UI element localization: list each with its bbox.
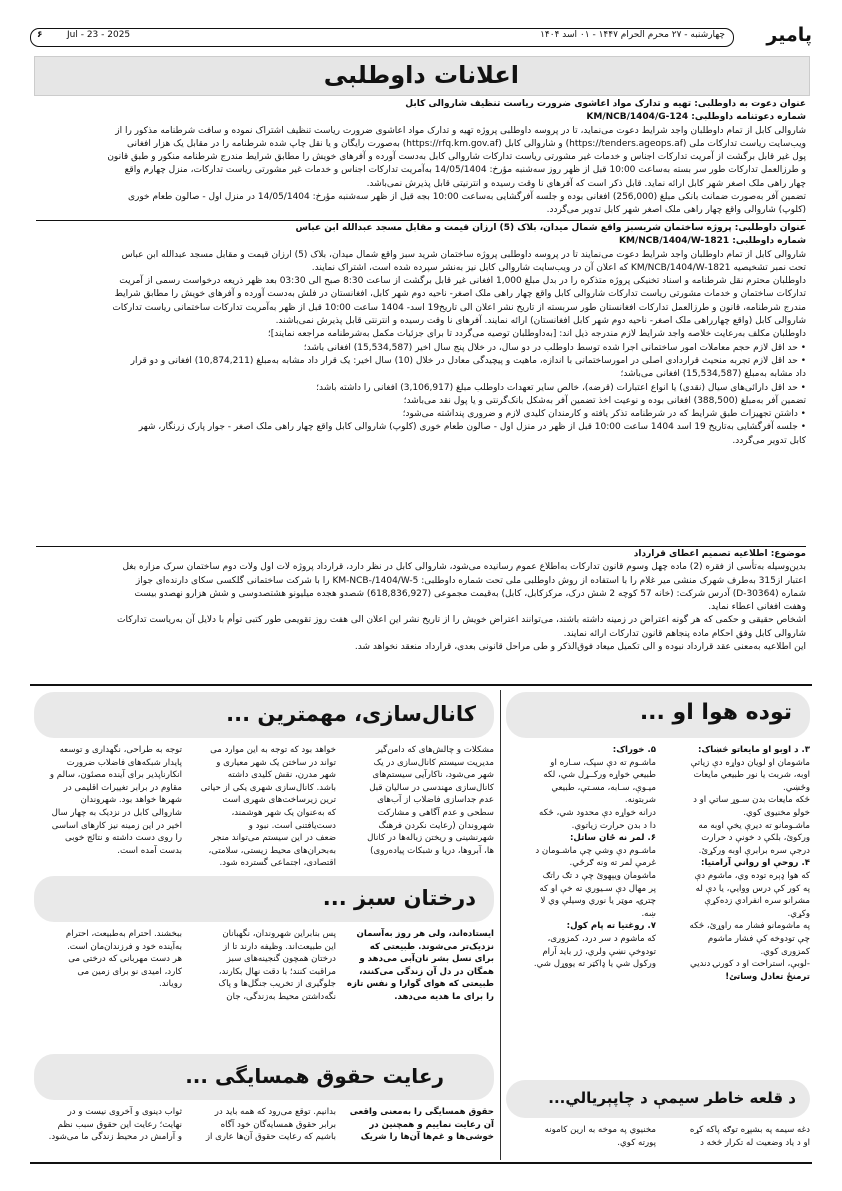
- qala-banner: [506, 1080, 810, 1118]
- text-line: شربتونه.: [624, 795, 656, 806]
- rights-banner: [34, 1054, 494, 1100]
- notice-3-line: وهفت افغانی اعطاء نماید.: [708, 602, 806, 613]
- trees-title: درختان سبز ...: [322, 886, 476, 910]
- tuda-title: توده هوا او ...: [639, 700, 792, 725]
- text-line: که هوا ډېره توده وي، ماشوم دې: [694, 870, 810, 881]
- text-line: ماشـومانو ته دیرې یخې اوبه مه: [698, 820, 810, 831]
- text-line: عدم جداسازی فاضلاب از آب‌های: [377, 795, 494, 806]
- text-line: -لوبې، استراحت او د کورنۍ دنديي: [690, 959, 810, 970]
- text-line: به‌بحران‌های محیط زیستی، سلامتی،: [208, 845, 336, 856]
- text-line: مراقبت کنند؛ با دقت نهال بکارند،: [218, 966, 336, 977]
- rights-col-2: [186, 1106, 336, 1144]
- notice-1-line: و طرزالعمل تدارکات طور سر بسته به‌ساعت 10:00 قبل از ظهر روز سه‌شنبه مؤرخ: 14/05/1404 به‌آمریت تدارکات اجناس و خدمات غیر مشورتی ریاست تدارکات، منزل چهارم واقع: [124, 165, 806, 176]
- text-line: بدانیم. توقع می‌رود که همه باید در: [214, 1107, 336, 1117]
- canal-banner: [34, 692, 494, 738]
- text-line: تودوخې نښې ولري، ژر باید آرام: [542, 946, 656, 957]
- text-line: ۵. خوراک:: [612, 745, 656, 755]
- notices-title: اعلانات داوطلبی: [323, 61, 519, 89]
- text-line: برای نسل بشر نان‌آبی می‌دهد و: [359, 954, 494, 965]
- text-line: ښه.: [641, 908, 656, 919]
- notice-1-title: عنوان دعوت به داوطلبی: تهیه و تدارک مواد اعاشوی ضرورت ریاست تنظیف شاروالی کابل: [405, 99, 806, 109]
- canal-title: کانال‌سازی، مهمترین ...: [226, 702, 476, 726]
- notice-2-line: • جلسه آفرگشایی به‌تاریخ 19 اسد 1404 ساعت 10:00 قبل از ظهر در منزل اول - صالون طعام خوری (کلوپ) شاروالی کابل واقع چهار راهی ملک اصغر - جوار پارک زرنگار، شهر: [138, 422, 806, 433]
- text-line: میـوې، سـابه، مسـتې، طبيعي: [551, 782, 656, 793]
- text-line: شاروالی کابل در نزدیک به چهار سال: [51, 807, 182, 818]
- text-line: ترین زیرساخت‌های شهری است: [222, 795, 336, 806]
- notice-2-line: داوطلبان مکلف به‌رعایت خلاصه واجد شرایط لازم مندرجه ذیل اند: [به‌داوطلبان توصیه می‌گردد تا برای جزئیات مکمل به‌شرطنامه مراجعه نمایند]؛: [267, 329, 806, 340]
- text-line: پایدار شبکه‌های فاضلاب ضرورت: [66, 757, 182, 768]
- text-line: ببخشند. احترام به‌طبیعت، احترام: [65, 929, 182, 939]
- newspaper-brand: پامیر: [766, 24, 812, 46]
- notice-1-line: ویب‌سایت ریاست تدارکات ملی (https://tenders.ageops.af) و شاروالی کابل (https://rfq.km.gov.af) به‌صورت رایگان و یا نقل چاپ شده شرطنامه را در مقابل یک هزار افغانی: [126, 138, 806, 149]
- text-line: ماشـوم ته دې سپک، سـاره او: [550, 757, 656, 768]
- text-line: درجې سره برابرې اوبه ورکړئ.: [698, 845, 810, 856]
- notice-2-line: • داشتن تجهیزات طبق شرایط که در شرطنامه تذکر یافته و کارمندان کلیدی لازم و ضروری پنداشته می‌شود؛: [402, 409, 806, 420]
- text-line: غرمې لمر ته ونه ګرځي.: [569, 858, 656, 869]
- text-line: ورکول شي یا ډاکټر ته یووړل شي.: [533, 959, 656, 970]
- text-line: رویاند.: [159, 979, 182, 990]
- text-line: شهر مدرن، نقش کلیدی داشته: [227, 770, 336, 781]
- text-line: این طبیعت‌اند. وظیفه دارند تا از: [223, 941, 336, 952]
- text-line: ماشـوم دې وشي چې ماشـومان د: [535, 845, 656, 856]
- date-bar: [30, 28, 734, 47]
- text-line: ترمنځ تعادل وساتئ!: [725, 971, 810, 982]
- text-line: مقاوم در برابر تغییرات اقلیمی در: [63, 782, 182, 793]
- text-line: به‌آینده خود و فرزندان‌مان است.: [67, 941, 182, 952]
- text-line: شهرها خواهد بود. شهروندان: [80, 795, 182, 806]
- tuda-col-2: [508, 744, 656, 971]
- text-line: ۴. روحې او رواني آرامتیا:: [701, 858, 810, 869]
- text-line: پر مهال دې سـیوري ته خې او که: [539, 883, 656, 894]
- tuda-banner: [506, 692, 810, 738]
- column-divider: [500, 690, 501, 1160]
- text-line: جلوگیری از تخریب جنگل‌ها و پاک: [218, 979, 336, 990]
- text-line: دا د بدن حرارت زیاتوي.: [571, 820, 656, 831]
- text-line: همگان در دل آن زندگی می‌کنند،: [359, 966, 494, 977]
- text-line: اوبه، شربت یا نور طبیعي مایعات: [693, 770, 810, 781]
- notice-3: [36, 548, 806, 654]
- text-line: څکه مایعات بدن سـوړ ساتي او د: [693, 795, 810, 806]
- text-line: اقتصادی، اجتماعی گسترده شود.: [219, 858, 336, 869]
- notice-3-line: شماره (30364-D) آدرس شرکت: (خانه 57 کوچه 2 شش درک، مرکزکابل، کابل) به‌قیمت مجموعی (618,836,927) شصدو هجده میلیونو هشتصدوسی و شش هزارو نهصدو بیست: [134, 588, 806, 599]
- text-line: ۷. روغتیا ته پام کول:: [566, 921, 656, 932]
- text-line: مشکلات و چالش‌های که دامن‌گیر: [375, 745, 494, 755]
- footer-rule: [30, 1162, 812, 1164]
- tuda-col-1: [662, 744, 810, 983]
- text-line: ماشومان ويېهوئ چې د تګ راتګ: [542, 870, 656, 881]
- notice-3-line: شاروالی کابل وفق احکام ماده پنجاهم قانون تدارکات ارائه نمایند.: [563, 628, 806, 639]
- text-line: حقوق همسایگی را به‌معنی واقعی: [349, 1107, 494, 1117]
- notice-2: [36, 222, 806, 448]
- rights-title: رعایت حقوق همسایگی ...: [185, 1064, 444, 1088]
- notice-2-title: عنوان داوطلبی: پروژه ساختمان شریسبز واقع شمال میدان، بلاک (5) ارزان قیمت و مقابل مسجد عبدالله ابن عباس: [295, 223, 806, 233]
- text-line: پورته کوي.: [617, 1137, 656, 1148]
- text-line: درانه خواړه دې محدود شي، څکه: [539, 807, 656, 818]
- notices-banner: [34, 56, 810, 96]
- text-line: را برای ما هدیه می‌دهد.: [394, 991, 494, 1002]
- text-line: شهروندان (رعایت نکردن فرهنگ: [378, 820, 494, 831]
- text-line: هر دست مهربانی که درختی می: [68, 954, 182, 965]
- notice-2-line: کابل تدویر می‌گردد.: [732, 435, 806, 446]
- text-line: په ماشومانو فشار مه راوړئ، څکه: [689, 921, 810, 932]
- text-line: خولو مخنیوی کوي.: [743, 807, 810, 818]
- rights-col-1: [340, 1106, 494, 1144]
- notice-2-line: تحت نمبر تشخیصیه KM/NCB/1404/W-1821 که اعلان آن در ویب‌سایت شاروالی کابل نیز به‌نشر سپرده شده است، اشتراک نمایند.: [311, 262, 806, 273]
- text-line: مدیریت سیستم کانال‌سازی در یک: [373, 757, 494, 768]
- text-line: شهرنشینی و ریختن زباله‌ها در کانال: [367, 833, 494, 844]
- canal-col-2: [186, 744, 336, 870]
- notice-2-line: داوطلبان محترم نقل شرطنامه و اسناد تخنیکی پروژه متذکره را در بدل مبلغ 1,000 افغانی غیر قابل برگشت از ساعت 8:30 صبح الی 03:30 بعد ظهر ذریعه درخواست رسمی از آمریت: [119, 276, 806, 287]
- text-line: چې تودوخه کې فشار ماشوم: [707, 933, 810, 944]
- text-line: کانال‌سازی مهندسی در سالیان قبل: [369, 782, 494, 793]
- notice-3-line: بدین‌وسیله به‌تأسی از فقره (2) ماده چهل وسوم قانون تدارکات به‌اطلاع عموم رسانیده می‌شود، شاروالی کابل در نظر دارد، قرارداد پروژه لات اول ولات دوم ساختمان سرک مزاره بغل: [122, 562, 806, 573]
- page-header: [30, 26, 812, 48]
- notice-1-line: (کلوپ) شاروالی واقع چهار راهی ملک اصغر شهر کابل تدویر می‌گردد.: [546, 205, 806, 216]
- notice-2-line: شاروالی کابل از تمام داوطلبان واجد شرایط دعوت می‌نمایند تا در پروسه داوطلبی پروژه ساختمان شرید سبز واقع شمال میدان، بلاک (5) ارزان قیمت و مقابل مسجد عبدالله ابن عباس: [121, 249, 806, 260]
- text-line: وکړي.: [787, 908, 810, 919]
- notice-3-line: اشخاص حقیقی و حکمی که هر گونه اعتراض در زمینه داشته باشند، می‌توانند اعتراض خویش را از تاریخ نشر این اعلان الی هفت روز تقویمی طور کتبی توأم با دلایل آن به‌ریاست تدارکات: [116, 615, 806, 626]
- text-line: په کور کې درس ووایي، یا دې له: [695, 883, 810, 894]
- text-line: ورکوئ، بلکې د خونې د حرارت: [701, 833, 810, 844]
- rights-col-3: [34, 1106, 182, 1144]
- date-line: چهارشنبه - ۲۷ محرم الحرام ۱۴۴۷ - ۰۱ اسد ۱۴۰۴: [540, 30, 725, 40]
- notice-2-line: مندرج شرطنامه، قانون و طرزالعمل تدارکات افغانستان طور سربسته از تاریخ نشر اعلان الی تاریخ19 اسد- 1404 ساعت 10:00 قبل از ظهر به‌آمریت تدارکات ساختمانی ریاست تدارکات: [112, 302, 806, 313]
- text-line: مخنیوي په موخه به ارین کامونه: [544, 1125, 656, 1135]
- text-line: ایستاده‌اند، ولی هر روز به‌آسمان: [356, 929, 494, 939]
- text-line: نگه‌داشتن محیط به‌زندگی، جان: [226, 991, 336, 1002]
- text-line: که به‌عنوان یک شهر هوشمند،: [231, 807, 336, 818]
- text-line: ۳. د اوبو او مایعاتو څښاک:: [698, 745, 810, 755]
- text-line: بدست آمده است.: [117, 845, 182, 856]
- text-line: پس بنابراین شهروندان، نگهبانان: [222, 929, 336, 939]
- divider: [36, 546, 806, 547]
- notice-2-number: شماره داوطلبی: KM/NCB/1404/W-1821: [618, 236, 806, 247]
- notice-2-line: داد مشابه به‌مبلغ (15,534,587) افغانی می‌باشد؛: [620, 369, 806, 380]
- notice-2-line: شاروالی کابل (واقع چهارراهی ملک اصغر- ناحیه دوم شهر کابل افغانستان) ارائه نمایند. آفرهای نا وقت رسیده و انترنتی قابل پذیرش نمی‌باشند.: [275, 316, 806, 327]
- text-line: وڅښي.: [782, 782, 810, 793]
- trees-banner: [34, 876, 494, 922]
- notice-1-line: چهار راهی ملک اصغر شهر کابل ارائه نماید. قابل ذکر است که آفرهای نا وقت رسیده و انترنیتی قابل پذیرش نمی‌باشد.: [366, 178, 806, 189]
- notice-1-number: شماره دعوتنامه داوطلبی: KM/NCB/1404/G-124: [586, 112, 806, 123]
- text-line: درختان همچون گنجینه‌های سبز: [226, 954, 336, 965]
- notice-2-line: تدارکات ساختمان و خدمات مشورتی ریاست تدارکات شاروالی کابل واقع چهار راهی ملک اصغر- ناحیه دوم شهر کابل، افغانستان در فلش به‌دست آورده و آفرهای خویش را مطابق شرایط: [114, 289, 806, 300]
- notice-2-line: • حد اقل لازم حجم معاملات امور ساختمانی اجرا شده توسط داوطلب در دو سال، در خلال پنج سال اخیر (15,534,587) افغانی باشد؛: [303, 342, 806, 353]
- text-line: ها، آبروها، دریا و شبکات پیاده‌روی): [370, 845, 494, 856]
- trees-col-2: [186, 928, 336, 1004]
- text-line: دغه سیمه په بشپړه توګه پاکه کړه: [689, 1125, 810, 1135]
- notice-3-title: موضوع: اطلاعیه تصمیم اعطای قرارداد: [633, 549, 806, 559]
- qala-col-2: [508, 1124, 656, 1149]
- text-line: نزدیک‌تر می‌شوند. طبیعتی که: [369, 941, 494, 952]
- trees-col-3: [34, 928, 182, 991]
- section-divider: [30, 684, 812, 686]
- trees-col-1: [340, 928, 494, 1004]
- notice-3-line: اعتبار از315 به‌طرف شهرک منشی میر غلام را با استفاده از روش داوطلبی ملی تحت شماره داوطلبی: KM-NCB-/1404/W-5 را با شرکت ساختمانی گلکسی سکای دارنده‌ای جواز: [135, 575, 806, 586]
- text-line: سطحی و عدم آگاهی و مشارکت: [377, 807, 494, 818]
- text-line: را روی دست داشته و نتائج خوبی: [64, 833, 182, 844]
- date-english: Jul - 23 - 2025: [67, 30, 131, 40]
- text-line: طبیعتی که هوای گوارا و نفس تازه: [346, 979, 494, 990]
- text-line: ضعف در این سیستم می‌تواند منجر: [211, 833, 336, 844]
- notice-3-line: این اطلاعیه به‌معنی عقد قرارداد نبوده و الی تکمیل میعاد فوق‌الذکر و طی مراحل قانونی بعدی، قرارداد منعقد نخواهد شد.: [354, 642, 806, 653]
- text-line: که ماشوم د سر درد، کمزوری،: [547, 933, 656, 944]
- text-line: ۶. لمر نه ځان ساتل:: [569, 833, 656, 844]
- text-line: انکارناپذیر برای آینده مصئون، سالم و: [49, 770, 182, 781]
- divider: [36, 220, 806, 221]
- notice-2-line: • حد اقل دارائی‌های سیال (نقدی) یا انواع اعتبارات (قرضه)، خالص سایر تعهدات داوطلب مبلغ (3,106,917) افغانی را داشته باشد؛: [316, 382, 806, 393]
- text-line: دست‌یافتنی است. نبود و: [248, 820, 336, 831]
- notice-1: [36, 98, 806, 218]
- canal-col-3: [34, 744, 182, 857]
- notice-1-line: پول غیر قابل برگشت از آمریت تدارکات اجناس و خدمات غیر مشورتی ریاست تدارکات شاروالی کابل به‌دست آورده و آفرهای خویش را مطابق شرایط مندرج شرطنامه منکور و طبق قانون: [107, 152, 806, 163]
- text-line: مشرانو سره انفرادي زده‌کړې: [704, 896, 810, 907]
- text-line: خوشی‌ها و غم‌ها آن‌ها را شریک: [360, 1132, 494, 1143]
- text-line: باشد. کانال‌سازی شهری یکی از حیاتی: [200, 782, 336, 793]
- qala-col-1: [662, 1124, 810, 1149]
- text-line: او د ياد وضعيت له تکرار څخه د: [700, 1137, 810, 1148]
- text-line: کارد، امیدی نو برای زمین می: [77, 966, 182, 977]
- text-line: اخیر در این زمینه نیز کارهای اساسی: [51, 820, 182, 831]
- notice-1-line: تضمین آفر به‌صورت ضمانت بانکی مبلغ (256,000) افغانی بوده و جلسه آفرگشایی به‌ساعت 10:00 بجه قبل از ظهر سه‌شنبه مؤرخ: 14/05/1404 در منزل اول - صالون طعام خوری: [128, 192, 806, 203]
- text-line: ماشومان او لویان دواړه دې زیاتې: [690, 757, 810, 768]
- text-line: کمزوری کوي.: [760, 946, 810, 957]
- text-line: باشیم که رعایت حقوق آن‌ها عاری از: [205, 1132, 336, 1143]
- text-line: برابر حقوق همسایه‌گان خود آگاه: [220, 1119, 336, 1130]
- text-line: نهایت؛ رعایت این حقوق سبب نظم: [57, 1119, 182, 1130]
- qala-title: د قلعه خاطر سیمې د چاپېریالي...: [548, 1089, 796, 1107]
- text-line: شهر می‌شود، ناکارآیی سیستم‌های: [372, 770, 494, 781]
- text-line: ثواب دینوی و آخروی نیست و در: [67, 1107, 182, 1117]
- notice-2-line: تضمین آفر به‌مبلغ (388,500) افغانی بوده و نوعیت اخذ تضمین آفر به‌شکل بانک‌گرنتی و یا پول نقد می‌باشد؛: [403, 395, 806, 406]
- text-line: آن رعایت نماییم و همچنین در: [369, 1119, 494, 1130]
- text-line: خواهد بود که توجه به این موارد می: [210, 745, 336, 755]
- page-number: ۶: [37, 30, 43, 40]
- text-line: چترۍ، موټر یا نوري وسيلې وي لا: [540, 896, 656, 907]
- canal-col-1: [340, 744, 494, 857]
- text-line: و آرامش در محیط زندگی ما می‌شود.: [48, 1132, 182, 1143]
- notice-2-line: • حد اقل لازم تجربه منحیث قراردادی اصلی در امورساختمانی با اندازه، ماهیت و پیچیدگی معادل در خلال (10) سال اخیر: یک قرار داد مشابه به‌مبلغ (10,874,211) افغانی و دو قرار: [130, 355, 806, 366]
- notice-1-line: شاروالی کابل از تمام داوطلبان واجد شرایط دعوت می‌نماید، تا در پروسه داوطلبی پروژه تهیه و تدارک مواد اعاشوی ضرورت ریاست تنظیف اشتراک نموده و سافت شرطنامه مذکور را از: [115, 125, 806, 136]
- text-line: توجه به طراحی، نگهداری و توسعه: [59, 745, 182, 755]
- text-line: تواند در ساختن یک شهر معیاری و: [216, 757, 336, 768]
- text-line: طبيعي خواړه ورکــړل شي، لکه: [543, 770, 656, 781]
